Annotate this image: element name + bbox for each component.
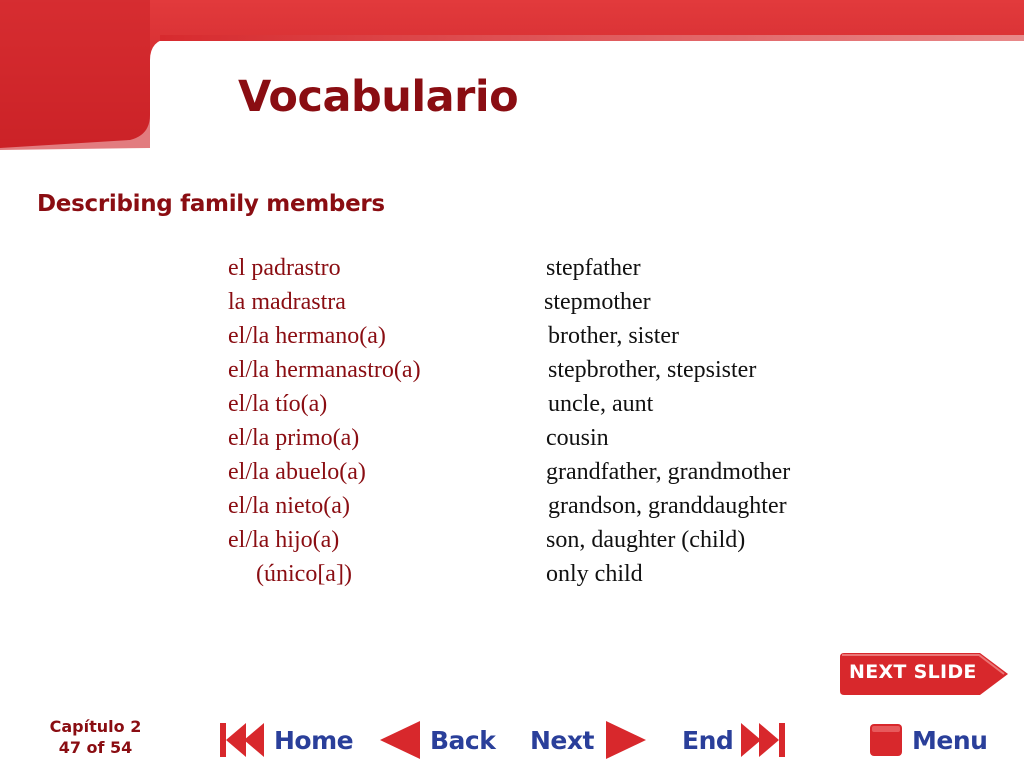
vocab-row — [0, 561, 1024, 595]
english-term: brother, sister — [548, 323, 680, 349]
english-term: grandfather, grandmother — [546, 459, 791, 485]
vocab-row — [0, 323, 1024, 357]
page-counter: 47 of 54 — [58, 738, 133, 757]
spanish-term: el padrastro — [228, 255, 341, 281]
english-term: uncle, aunt — [548, 391, 654, 417]
english-term: grandson, granddaughter — [548, 493, 787, 519]
next-button[interactable] — [530, 716, 648, 764]
page-title: Vocabulario — [238, 72, 519, 122]
vocab-row — [0, 527, 1024, 561]
skip-to-end-icon — [739, 719, 789, 761]
spanish-term: el/la hermanastro(a) — [228, 357, 421, 383]
spanish-term: la madrastra — [228, 289, 346, 315]
skip-to-start-icon — [218, 719, 268, 761]
next-label: Next — [530, 725, 594, 755]
back-label: Back — [430, 725, 496, 755]
menu-button[interactable] — [868, 716, 987, 764]
spanish-term: el/la tío(a) — [228, 391, 328, 417]
back-arrow-icon — [378, 719, 424, 761]
menu-square-icon — [868, 722, 904, 758]
spanish-term: el/la nieto(a) — [228, 493, 350, 519]
english-term: stepmother — [544, 289, 651, 315]
spanish-term: el/la primo(a) — [228, 425, 360, 451]
chapter-info — [48, 716, 143, 758]
spanish-term: el/la hijo(a) — [228, 527, 340, 553]
next-slide-button[interactable] — [840, 653, 1010, 695]
home-button[interactable] — [218, 716, 353, 764]
vocab-row — [0, 255, 1024, 289]
section-subtitle: Describing family members — [37, 191, 385, 217]
english-term: only child — [546, 561, 643, 587]
next-arrow-icon — [602, 719, 648, 761]
english-term: cousin — [546, 425, 609, 451]
vocab-row — [0, 357, 1024, 391]
english-term: stepbrother, stepsister — [548, 357, 757, 383]
vocab-row — [0, 425, 1024, 459]
end-button[interactable] — [682, 716, 789, 764]
back-button[interactable] — [378, 716, 495, 764]
next-slide-label: NEXT SLIDE — [849, 661, 977, 683]
menu-label: Menu — [912, 725, 988, 755]
vocab-row — [0, 391, 1024, 425]
spanish-term: el/la abuelo(a) — [228, 459, 366, 485]
vocab-row — [0, 493, 1024, 527]
chapter-label: Capítulo 2 — [49, 717, 142, 736]
spanish-term: el/la hermano(a) — [228, 323, 386, 349]
vocab-row — [0, 289, 1024, 323]
home-label: Home — [274, 725, 354, 755]
end-label: End — [682, 725, 734, 755]
english-term: son, daughter (child) — [546, 527, 746, 553]
english-term: stepfather — [546, 255, 641, 281]
vocab-row — [0, 459, 1024, 493]
spanish-term: (único[a]) — [256, 561, 352, 587]
